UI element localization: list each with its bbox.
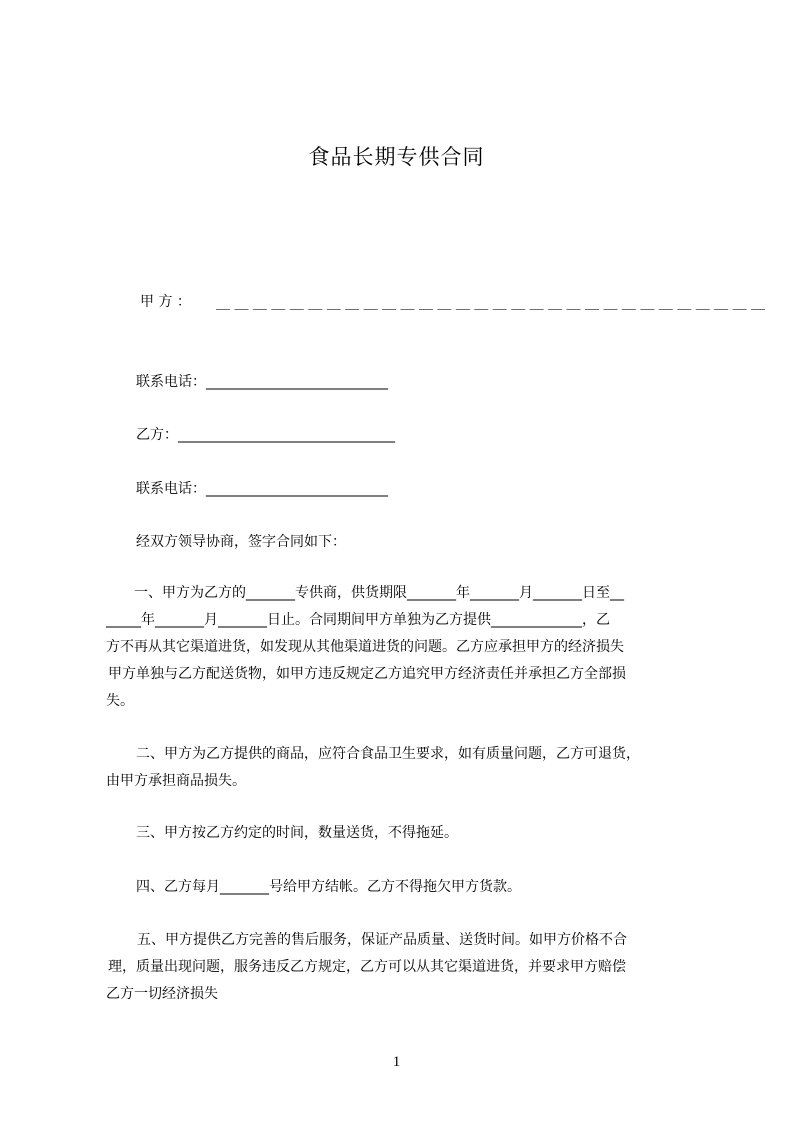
- clause-1-line-5: 失。: [106, 693, 134, 709]
- party-b-phone-line: 联系电话：__________________________: [136, 481, 388, 497]
- clause-1-line-4: 甲方单独与乙方配送货物，如甲方违反规定乙方追究甲方经济责任并承担乙方全部损: [108, 666, 626, 682]
- clause-3-text: 三、甲方按乙方约定的时间，数量送货，不得拖延。: [136, 825, 458, 841]
- party-b-line: 乙方：_______________________________: [136, 427, 395, 443]
- clause-1-line-2: _____年_______月_______日止。合同期间甲方单独为乙方提供_____________，乙: [106, 612, 610, 628]
- clause-1-line-1: 一、甲方为乙方的_______专供商，供货期限_______年_______月_______日至__: [134, 585, 624, 601]
- party-a-phone-line: 联系电话：__________________________: [136, 374, 388, 390]
- clause-5-line-1: 五、甲方提供乙方完善的售后服务，保证产品质量、送货时间。如甲方价格不合: [137, 932, 627, 948]
- intro-text: 经双方领导协商，签字合同如下：: [136, 534, 346, 550]
- page-title: 食品长期专供合同: [308, 145, 485, 169]
- clause-4-text: 四、乙方每月_______号给甲方结帐。乙方不得拖欠甲方货款。: [136, 879, 521, 895]
- party-a-label: 甲 方 ：: [140, 294, 191, 310]
- clause-2-line-2: 由甲方承担商品损失。: [106, 773, 246, 789]
- clause-2-line-1: 二、甲方为乙方提供的商品，应符合食品卫生要求，如有质量问题，乙方可退货，: [136, 746, 640, 762]
- page-number: 1: [392, 1054, 401, 1070]
- clause-1-line-3: 方不再从其它渠道进货，如发现从其他渠道进货的问题。乙方应承担甲方的经济损失: [106, 639, 624, 655]
- party-a-blank: ＿ ＿ ＿ ＿ ＿ ＿ ＿ ＿ ＿ ＿ ＿ ＿ ＿ ＿ ＿ ＿ ＿ ＿ ＿ ＿ ＿ ＿ ＿ ＿ ＿ ＿ ＿ ＿ ＿ ＿: [216, 296, 766, 312]
- clause-5-line-2: 理，质量出现问题，服务违反乙方规定，乙方可以从其它渠道进货，并要求甲方赔偿: [108, 959, 626, 975]
- clause-5-line-3: 乙方一切经济损失: [106, 986, 218, 1002]
